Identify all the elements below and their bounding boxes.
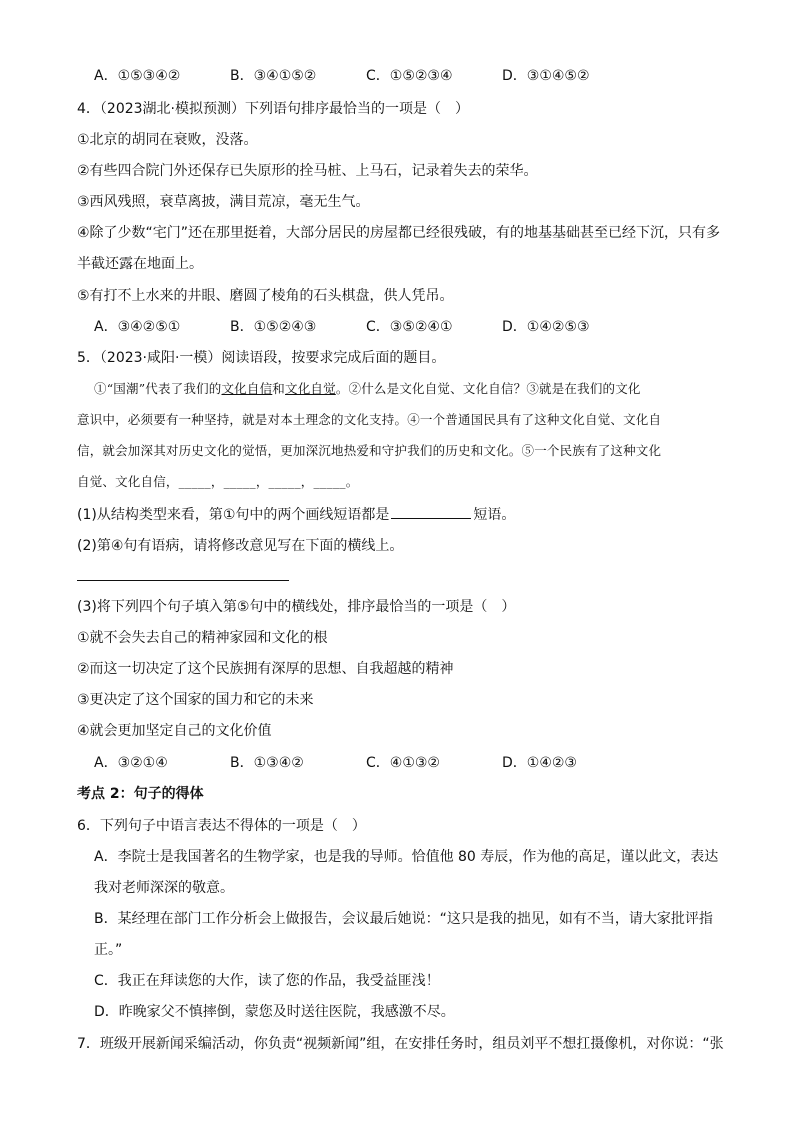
q3-option-c[interactable]: C．①⑤②③④	[366, 68, 453, 84]
q5-sub3: (3)将下列四个句子填入第⑤句中的横线处，排序最恰当的一项是（ ）	[77, 599, 516, 615]
q5-fill-blank-2[interactable]: _____	[223, 474, 256, 489]
q5-passage-line4: 自觉、文化自信，_____，_____，_____，_____。	[77, 474, 359, 489]
q4-stem: 4．（2023湖北·模拟预测）下列语句排序最恰当的一项是（ ）	[77, 101, 469, 117]
q5-choice-1: ①就不会失去自己的精神家园和文化的根	[77, 630, 328, 646]
q4-sentence-5: ⑤有打不上水来的井眼、磨圆了棱角的石头棋盘，供人凭吊。	[77, 288, 454, 304]
q4-option-c[interactable]: C．③⑤②④①	[366, 319, 453, 335]
q6-option-a-line2: 我对老师深深的敬意。	[94, 880, 234, 896]
q5-sub2: (2)第④句有语病，请将修改意见写在下面的横线上。	[77, 538, 404, 554]
q6-option-a-line1[interactable]: A．李院士是我国著名的生物学家，也是我的导师。恰值他 80 寿辰，作为他的高足，谨以此文，表达	[94, 849, 719, 865]
q6-option-b-line2: 正。”	[94, 942, 123, 958]
q5-sub2-answer-line[interactable]	[77, 580, 289, 581]
q3-option-d[interactable]: D．③①④⑤②	[502, 68, 590, 84]
section-heading: 考点 2：句子的得体	[77, 786, 204, 802]
q7-stem: 7．班级开展新闻采编活动，你负责“视频新闻”组，在安排任务时，组员刘平不想扛摄像机，对你说：“张	[77, 1036, 724, 1052]
q6-option-b-line1[interactable]: B．某经理在部门工作分析会上做报告，会议最后她说：“这只是我的拙见，如有不当，请大家批评指	[94, 911, 713, 927]
q5-fill-blank-3[interactable]: _____	[268, 474, 301, 489]
q4-sentence-1: ①北京的胡同在衰败，没落。	[77, 132, 258, 148]
q5-fill-blank-4[interactable]: _____	[313, 474, 346, 489]
q5-stem: 5．（2023·咸阳·一模）阅读语段，按要求完成后面的题目。	[77, 350, 446, 366]
q4-sentence-4-line2: 半截还露在地面上。	[77, 256, 203, 272]
q5-options	[94, 754, 638, 772]
q5-sub1-answer-blank[interactable]	[391, 506, 471, 519]
q5-passage-line2: 意识中，必须要有一种坚持，就是对本土理念的文化支持。④一个普通国民具有了这种文化自觉、文化自	[77, 412, 662, 427]
q4-sentence-2: ②有些四合院门外还保存已失原形的拴马桩、上马石，记录着失去的荣华。	[77, 163, 538, 179]
q4-option-b[interactable]: B．①⑤②④③	[230, 319, 317, 335]
q5-choice-3: ③更决定了这个国家的国力和它的未来	[77, 692, 314, 708]
q5-underlined-phrase-2: 文化自觉	[285, 381, 336, 396]
q5-option-d[interactable]: D．①④②③	[502, 755, 577, 771]
q6-option-c[interactable]: C．我正在拜读您的大作，读了您的作品，我受益匪浅！	[94, 973, 440, 989]
q6-option-d[interactable]: D．昨晚家父不慎摔倒，蒙您及时送往医院，我感激不尽。	[94, 1004, 455, 1020]
q4-option-a[interactable]: A．③④②⑤①	[94, 319, 181, 335]
q3-option-b[interactable]: B．③④①⑤②	[230, 68, 317, 84]
q5-choice-2: ②而这一切决定了这个民族拥有深厚的思想、自我超越的精神	[77, 661, 454, 677]
q5-option-b[interactable]: B．①③④②	[230, 755, 304, 771]
q5-option-a[interactable]: A．③②①④	[94, 755, 168, 771]
q4-options	[94, 318, 638, 336]
q4-option-d[interactable]: D．①④②⑤③	[502, 319, 590, 335]
q3-options	[94, 67, 638, 85]
q5-sub1: (1)从结构类型来看，第①句中的两个画线短语都是 短语。	[77, 507, 516, 523]
q5-fill-blank-1[interactable]: _____	[178, 474, 211, 489]
q5-choice-4: ④就会更加坚定自己的文化价值	[77, 723, 272, 739]
q5-passage-line1: ①“国潮”代表了我们的文化自信和文化自觉。②什么是文化自觉、文化自信？③就是在我们的文化	[94, 381, 641, 396]
q5-underlined-phrase-1: 文化自信	[221, 381, 273, 396]
q5-passage-line3: 信，就会加深其对历史文化的觉悟，更加深沉地热爱和守护我们的历史和文化。⑤一个民族有了这种文化	[77, 443, 662, 458]
q4-sentence-4-line1: ④除了少数“宅门”还在那里挺着，大部分居民的房屋都已经很残破，有的地基基础甚至已经下沉，只有多	[77, 225, 721, 241]
q6-stem: 6．下列句子中语言表达不得体的一项是（ ）	[77, 818, 366, 834]
q5-option-c[interactable]: C．④①③②	[366, 755, 440, 771]
q3-option-a[interactable]: A．①⑤③④②	[94, 68, 181, 84]
q4-sentence-3: ③西风残照，衰草离披，满目荒凉，毫无生气。	[77, 194, 370, 210]
